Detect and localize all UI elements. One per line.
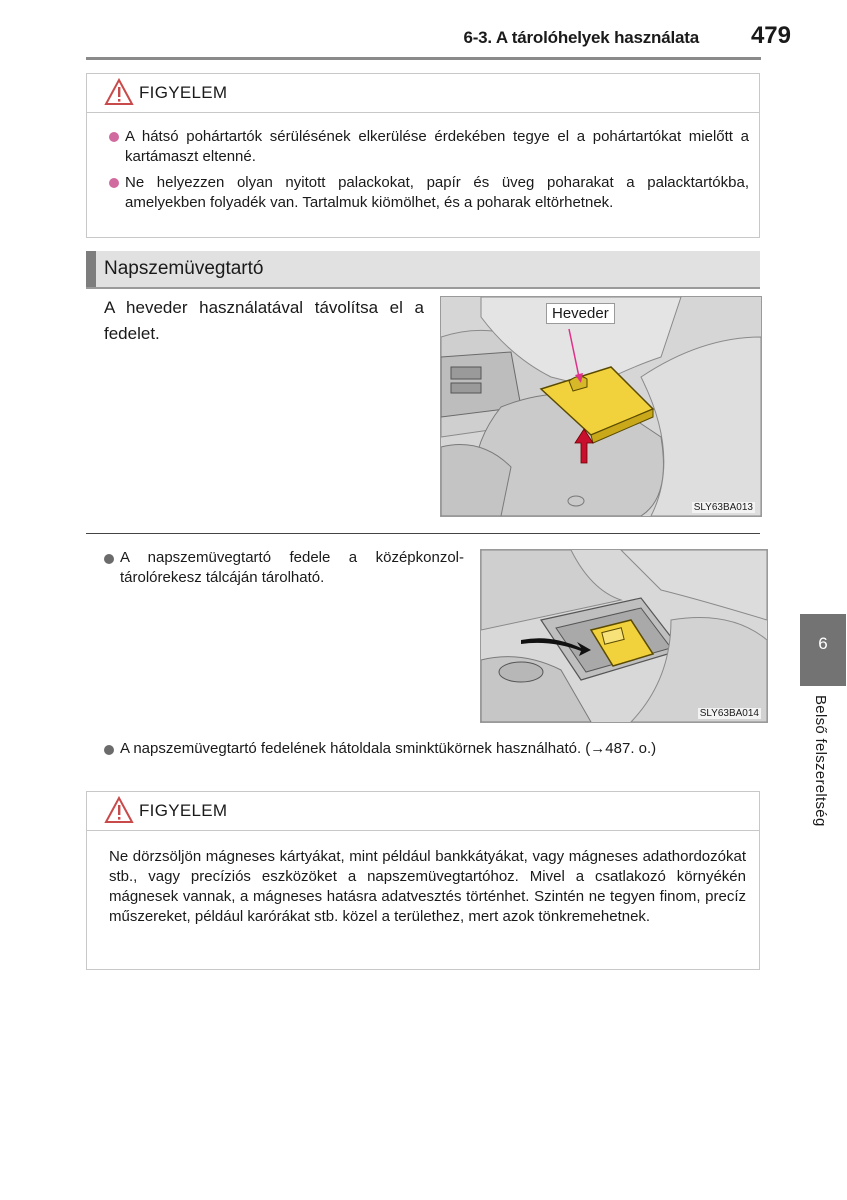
warning-label: FIGYELEM xyxy=(139,83,228,102)
warning-triangle-icon xyxy=(104,796,134,824)
figure-tray-storage xyxy=(480,549,768,723)
console-illustration xyxy=(441,297,761,516)
bullet-text: A napszemüvegtartó fedele a középkonzol-tárolórekesz tálcáján tárolható. xyxy=(120,549,464,586)
figure-remove-cover xyxy=(440,296,762,517)
list-item xyxy=(104,739,664,759)
header-rule xyxy=(86,57,761,60)
callout-label: Heveder xyxy=(546,303,615,324)
figure-code: SLY63BA013 xyxy=(693,502,753,513)
chapter-tab: 6 xyxy=(800,614,846,686)
instruction-text: A heveder használatával távolítsa el a fedelet. xyxy=(104,298,424,343)
running-header-title: 6-3. A tárolóhelyek használata xyxy=(463,28,699,47)
warning-header xyxy=(87,792,759,831)
section-title: Napszemüvegtartó xyxy=(104,258,264,279)
tray-illustration xyxy=(481,550,767,722)
list-item xyxy=(109,173,749,213)
warning-body xyxy=(87,113,759,213)
warning-item-text: A hátsó pohártartók sérülésének elkerülése érdekében tegye el a pohártartókat mielőtt a kartámaszt eltenné. xyxy=(125,128,749,165)
bullet-icon xyxy=(109,178,119,188)
warning-box-magnetic xyxy=(86,791,760,970)
warning-body: Ne dörzsöljön mágneses kártyákat, mint például bankkátyákat, vagy mágneses adathordozókat stb., vagy precíziós eszközöket a napszemüvegtartóhoz. Mivel a csatlakozó környékén mágnesek vannak, a mágneses hatásra adatvesztés történhet. Szintén ne tegyen finom, precíz műszereket, például karórákat stb. közel a területhez, mert azok tönkremehetnek. xyxy=(109,848,746,925)
bullet-icon xyxy=(109,132,119,142)
bullet-text: A napszemüvegtartó fedelének hátoldala sminktükörnek használható. (→487. o.) xyxy=(120,740,657,757)
chapter-title: Belső felszereltség xyxy=(812,695,829,827)
warning-triangle-icon xyxy=(104,78,134,106)
section-divider xyxy=(86,533,760,534)
list-item xyxy=(109,127,749,167)
warning-header xyxy=(87,74,759,113)
section-accent xyxy=(86,251,96,287)
warning-box-cupholders xyxy=(86,73,760,238)
bullet-icon xyxy=(104,745,114,755)
section-heading xyxy=(86,251,760,289)
list-item xyxy=(104,548,464,588)
page-number: 479 xyxy=(750,22,791,49)
warning-item-text: Ne helyezzen olyan nyitott palackokat, papír és üveg poharakat a palacktartókba, amelyekben folyadék van. Tartalmuk kiömölhet, és a poharak eltörhetnek. xyxy=(125,174,749,211)
bullet-icon xyxy=(104,554,114,564)
figure-code: SLY63BA014 xyxy=(699,708,759,719)
warning-label: FIGYELEM xyxy=(139,801,228,820)
